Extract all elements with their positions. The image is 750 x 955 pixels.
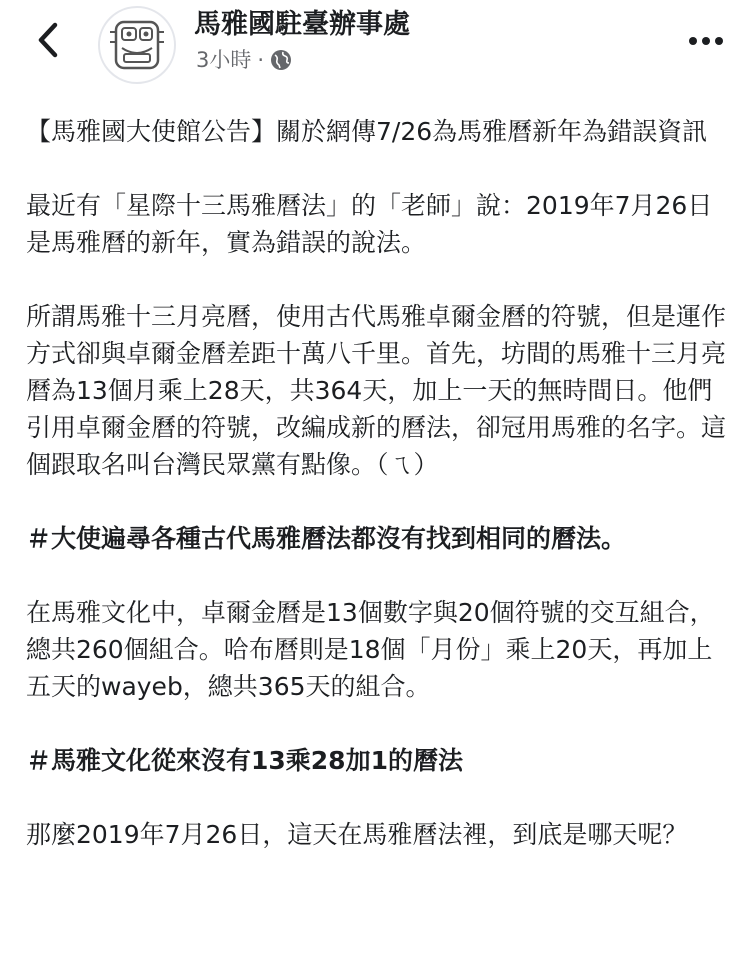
post-paragraph: 那麼2019年7月26日，這天在馬雅曆法裡，到底是哪天呢？ [26,820,688,849]
post-body [26,113,726,890]
separator: · [257,48,265,72]
post-paragraph: 所謂馬雅十三月亮曆，使用古代馬雅卓爾金曆的符號，但是運作方式卻與卓爾金曆差距十萬八千里。首先，坊間的馬雅十三月亮曆為13個月乘上28天，共364天，加上一天的無時間日。他們引用卓爾金曆的符號，改編成新的曆法，卻冠用馬雅的名字。這個跟取名叫台灣民眾黨有點像。（ㄟ） [26,302,727,479]
post-hashtag-heading: ＃馬雅文化從來沒有13乘28加1的曆法 [26,746,463,775]
page-name[interactable]: 馬雅國駐臺辦事處 [194,9,410,40]
chevron-left-icon [35,21,61,59]
post-hashtag-heading: ＃大使遍尋各種古代馬雅曆法都沒有找到相同的曆法。 [26,524,627,553]
post-header [0,0,750,96]
post-meta [196,46,292,74]
timestamp[interactable]: 3小時 [196,48,252,72]
back-button[interactable] [26,18,70,62]
more-options-button[interactable] [686,28,726,54]
post-paragraph: 在馬雅文化中，卓爾金曆是13個數字與20個符號的交互組合，總共260個組合。哈布曆則是18個「月份」乘上20天，再加上五天的wayeb，總共365天的組合。 [26,598,715,701]
globe-icon [270,49,292,71]
post-title: 【馬雅國大使館公告】關於網傳7/26為馬雅曆新年為錯誤資訊 [26,117,708,146]
post-paragraph: 最近有「星際十三馬雅曆法」的「老師」說：2019年7月26日是馬雅曆的新年，實為錯誤的說法。 [26,191,713,257]
more-dots-icon [688,36,724,46]
maya-glyph-logo [100,8,174,82]
avatar[interactable] [98,6,176,84]
